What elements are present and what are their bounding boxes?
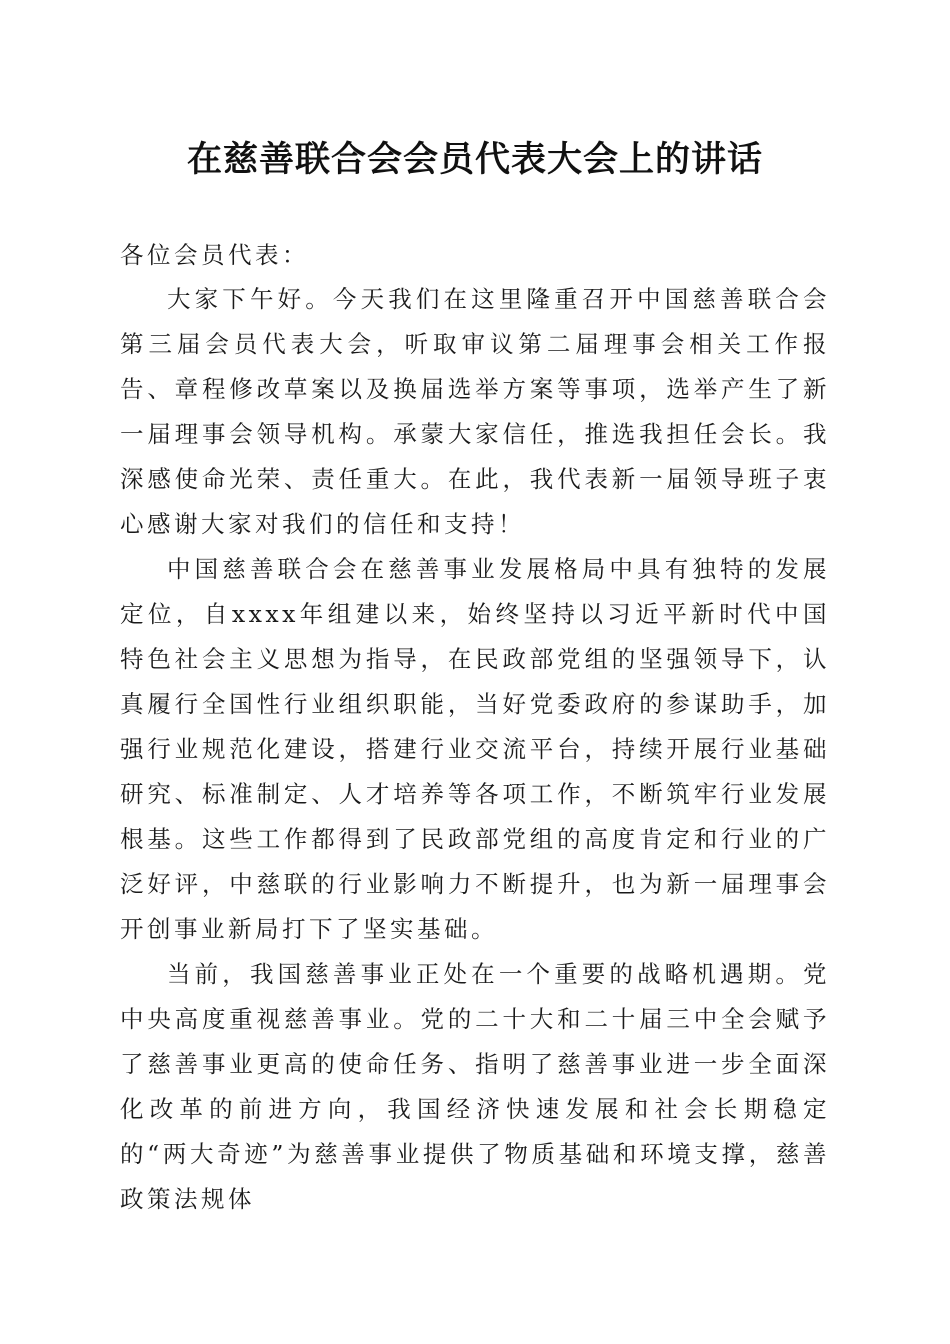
salutation: 各位会员代表：	[120, 241, 309, 269]
paragraph-achievements: 中国慈善联合会在慈善事业发展格局中具有独特的发展定位，自xxxx年组建以来，始终坚持以习近平新时代中国特色社会主义思想为指导，在民政部党组的坚强领导下，认真履行全国性行业组织职能，当好党委政府的参谋助手，加强行业规范化建设，搭建行业交流平台，持续开展行业基础研究、标准制定、人才培养等各项工作，不断筑牢行业发展根基。这些工作都得到了民政部党组的高度肯定和行业的广泛好评，中慈联的行业影响力不断提升，也为新一届理事会开创事业新局打下了坚实基础。	[120, 555, 830, 943]
page-title: 在慈善联合会会员代表大会上的讲话	[186, 139, 763, 180]
paragraph-current-situation: 当前，我国慈善事业正处在一个重要的战略机遇期。党中央高度重视慈善事业。党的二十大和二十届三中全会赋予了慈善事业更高的使命任务、指明了慈善事业进一步全面深化改革的前进方向，我国经济快速发展和社会长期稳定的“两大奇迹”为慈善事业提供了物质基础和环境支撑，慈善政策法规体	[120, 960, 830, 1213]
paragraph-opening: 大家下午好。今天我们在这里隆重召开中国慈善联合会第三届会员代表大会，听取审议第二届理事会相关工作报告、章程修改草案以及换届选举方案等事项，选举产生了新一届理事会领导机构。承蒙大家信任，推选我担任会长。我深感使命光荣、责任重大。在此，我代表新一届领导班子衷心感谢大家对我们的信任和支持！	[120, 285, 830, 538]
speech-body	[120, 233, 830, 1222]
